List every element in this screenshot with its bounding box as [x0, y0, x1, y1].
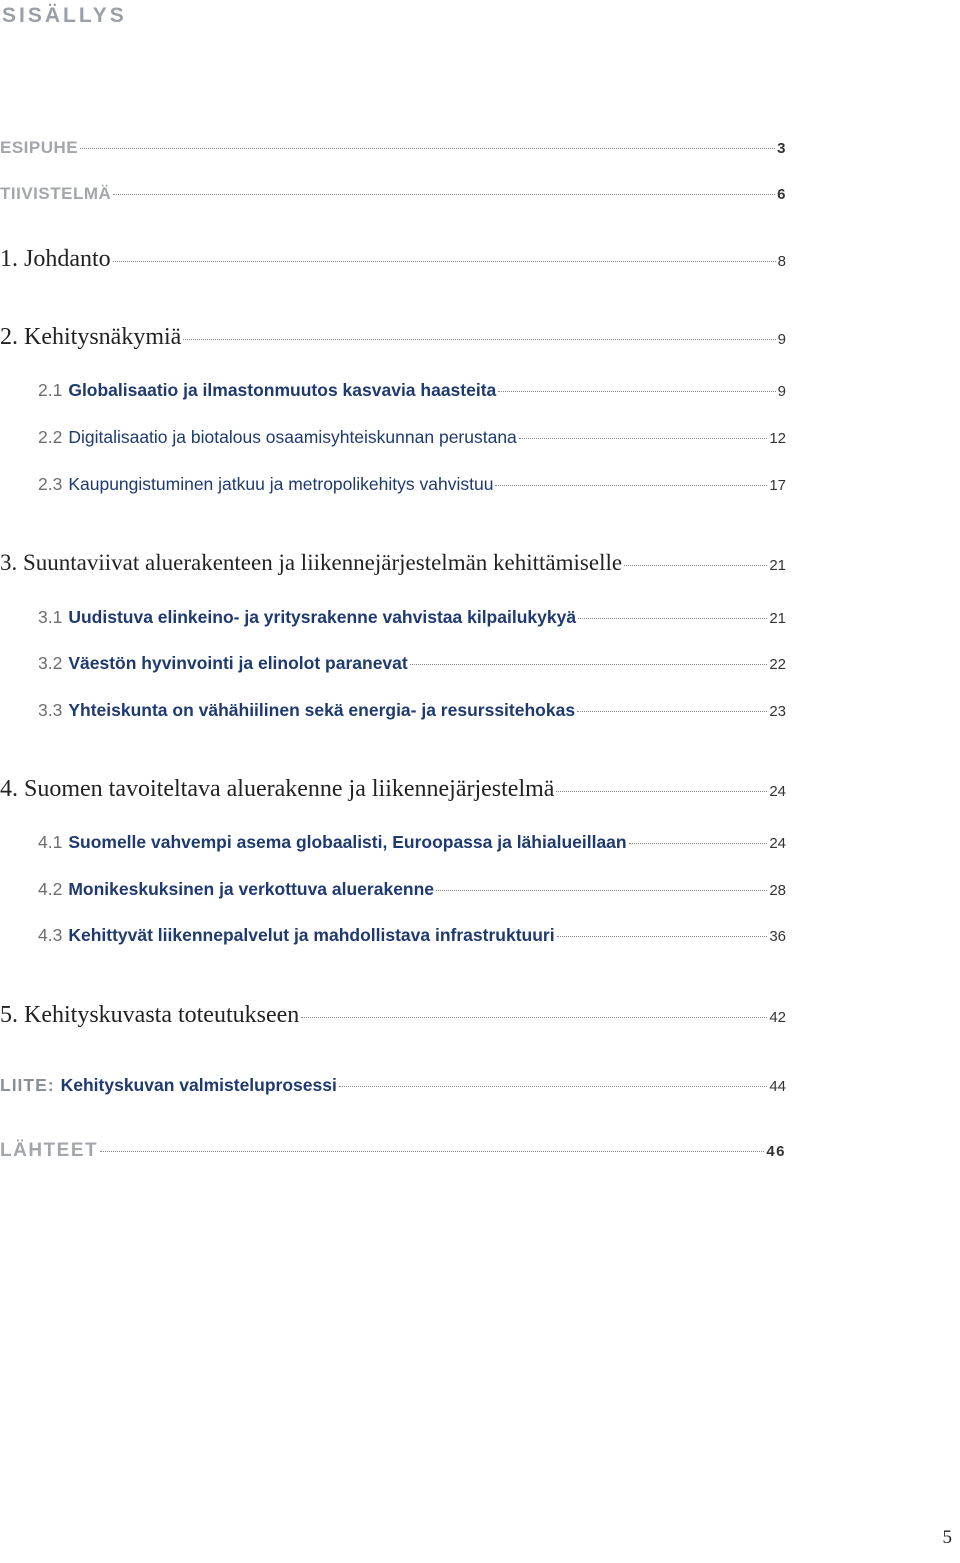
- toc-entry-chapter-5[interactable]: [0, 1002, 786, 1029]
- dot-leader: [113, 260, 776, 262]
- section-number: 3.2: [38, 653, 63, 673]
- dot-leader: [301, 1016, 767, 1018]
- dot-leader: [629, 842, 768, 844]
- toc-entry-section-2-3[interactable]: [0, 474, 786, 495]
- toc-entry-label: ESIPUHE: [0, 138, 79, 157]
- toc-entry-label: 1. Johdanto: [0, 246, 111, 272]
- toc-entry-section-4-3[interactable]: [0, 925, 786, 946]
- toc-page-number: 8: [777, 253, 786, 270]
- toc-entry-esipuhe[interactable]: [0, 138, 786, 158]
- toc-entry-label: 2. Kehitysnäkymiä: [0, 324, 182, 350]
- toc-entry-label: TIIVISTELMÄ: [0, 184, 112, 203]
- toc-entry-label: Kaupungistuminen jatkuu ja metropolikehitys vahvistuu: [68, 474, 494, 494]
- dot-leader: [80, 147, 775, 149]
- toc-entry-section-2-1[interactable]: [0, 380, 786, 401]
- toc-entry-chapter-4[interactable]: [0, 776, 786, 803]
- dot-leader: [624, 564, 767, 566]
- toc-entry-chapter-1[interactable]: [0, 246, 786, 273]
- dot-leader: [578, 617, 767, 619]
- toc-page-number: 9: [777, 383, 786, 400]
- toc-entry-chapter-3[interactable]: [0, 550, 786, 576]
- toc-entry-label: Kehityskuvan valmisteluprosessi: [60, 1075, 337, 1095]
- appendix-tag: LIITE:: [0, 1075, 55, 1095]
- toc-entry-section-3-2[interactable]: [0, 653, 786, 674]
- toc-page-number: 24: [769, 783, 786, 800]
- section-number: 4.3: [38, 925, 63, 945]
- dot-leader: [113, 193, 775, 195]
- toc-entry-label: Kehittyvät liikennepalvelut ja mahdollistava infrastruktuuri: [68, 925, 555, 945]
- dot-leader: [410, 663, 768, 665]
- toc-entry-chapter-2[interactable]: [0, 324, 786, 351]
- toc-page-number: 9: [777, 331, 786, 348]
- toc-entry-label: Väestön hyvinvointi ja elinolot paranevat: [68, 653, 408, 673]
- dot-leader: [556, 790, 767, 792]
- section-number: 2.2: [38, 427, 63, 447]
- toc-entry-section-3-1[interactable]: [0, 607, 786, 628]
- toc-page-number: 44: [769, 1078, 786, 1095]
- page-number: 5: [942, 1527, 952, 1548]
- toc-entry-section-2-2[interactable]: [0, 427, 786, 448]
- toc-page-number: 24: [769, 835, 786, 852]
- section-number: 2.3: [38, 474, 63, 494]
- dot-leader: [436, 889, 767, 891]
- section-number: 4.1: [38, 832, 63, 852]
- dot-leader: [183, 338, 775, 340]
- toc-entry-tiivistelma[interactable]: [0, 184, 786, 204]
- toc-page-number: 3: [777, 140, 786, 157]
- toc-entry-label: Monikeskuksinen ja verkottuva aluerakenne: [68, 879, 435, 899]
- toc-entry-label: Uudistuva elinkeino- ja yritysrakenne vahvistaa kilpailukykyä: [68, 607, 577, 627]
- toc-entry-lahteet[interactable]: [0, 1140, 786, 1162]
- dot-leader: [495, 484, 767, 486]
- toc-page-number: 23: [769, 703, 786, 720]
- toc-entry-label: 5. Kehityskuvasta toteutukseen: [0, 1002, 300, 1028]
- toc-page-number: 42: [769, 1009, 786, 1026]
- toc-entry-label: Yhteiskunta on vähähiilinen sekä energia- ja resurssitehokas: [68, 700, 576, 720]
- section-number: 2.1: [38, 380, 63, 400]
- section-number: 3.1: [38, 607, 63, 627]
- toc-entry-label: 4. Suomen tavoiteltava aluerakenne ja liikennejärjestelmä: [0, 776, 555, 802]
- toc-page-number: 36: [769, 928, 786, 945]
- toc-heading: SISÄLLYS: [2, 4, 127, 27]
- toc-page-number: 46: [766, 1143, 786, 1160]
- dot-leader: [339, 1085, 767, 1087]
- toc-page-number: 6: [777, 186, 786, 203]
- toc-entry-liite[interactable]: [0, 1075, 786, 1096]
- dot-leader: [577, 710, 767, 712]
- toc-entry-section-4-1[interactable]: [0, 832, 786, 853]
- section-number: 3.3: [38, 700, 63, 720]
- dot-leader: [557, 935, 768, 937]
- toc-page-number: 21: [769, 557, 786, 574]
- dot-leader: [100, 1150, 764, 1152]
- toc-entry-label: Globalisaatio ja ilmastonmuutos kasvavia haasteita: [68, 380, 497, 400]
- toc-entry-label: Digitalisaatio ja biotalous osaamisyhteiskunnan perustana: [68, 427, 517, 447]
- toc-entry-label: 3. Suuntaviivat aluerakenteen ja liikennejärjestelmän kehittämiselle: [0, 550, 623, 575]
- toc-page-number: 17: [769, 477, 786, 494]
- dot-leader: [498, 390, 775, 392]
- toc-entry-label: Suomelle vahvempi asema globaalisti, Euroopassa ja lähialueillaan: [68, 832, 627, 852]
- toc-page-number: 21: [769, 610, 786, 627]
- toc-page-number: 12: [769, 430, 786, 447]
- toc-entry-section-4-2[interactable]: [0, 879, 786, 900]
- toc-entry-label: LÄHTEET: [0, 1140, 99, 1161]
- section-number: 4.2: [38, 879, 63, 899]
- toc-page-number: 28: [769, 882, 786, 899]
- toc-page-number: 22: [769, 656, 786, 673]
- toc-entry-section-3-3[interactable]: [0, 700, 786, 721]
- dot-leader: [519, 437, 768, 439]
